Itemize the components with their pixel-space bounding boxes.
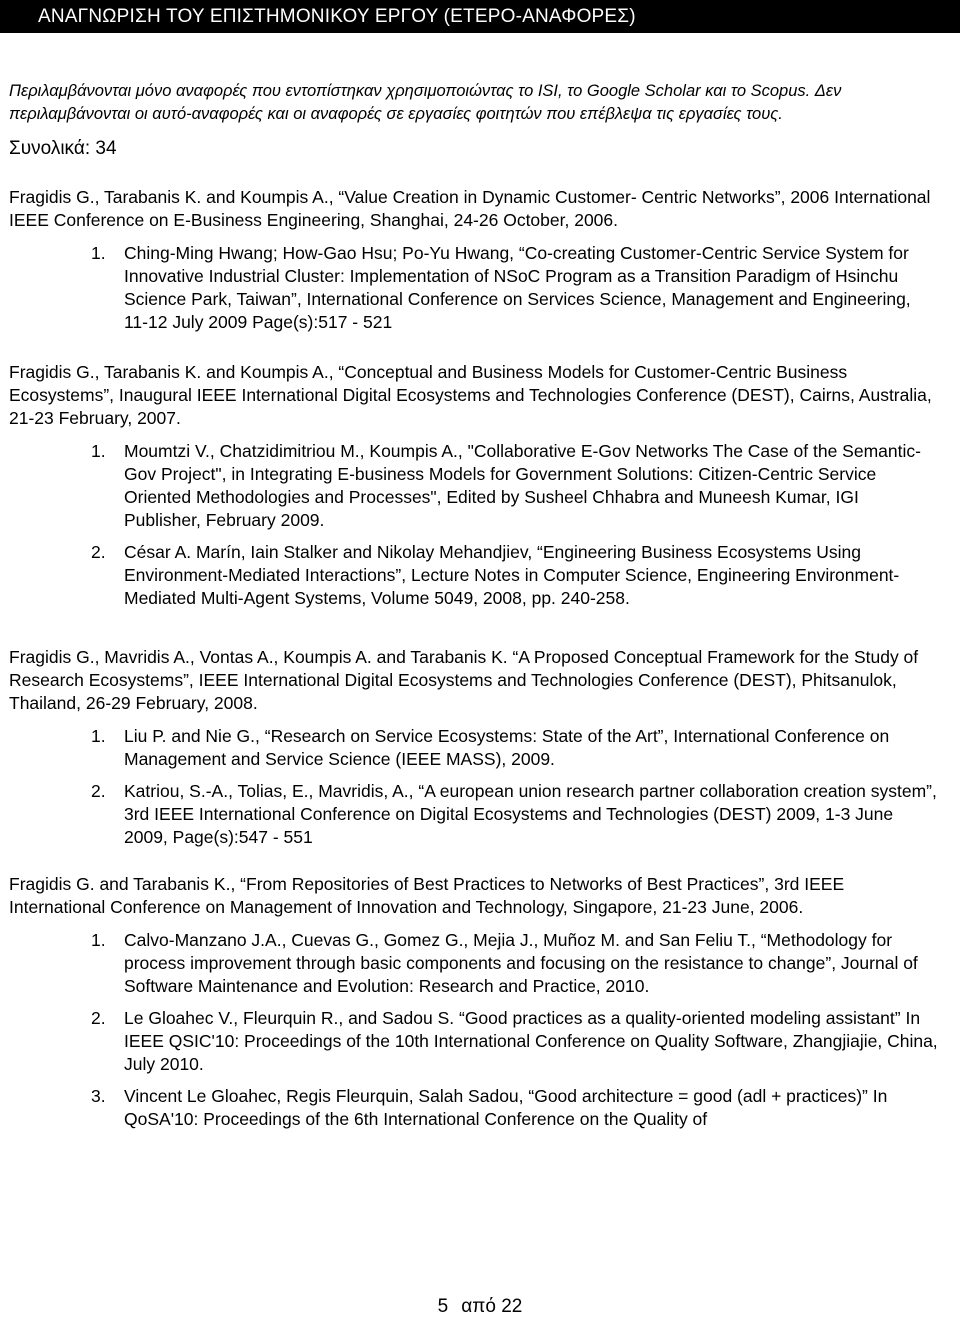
- paper-entry: [9, 361, 939, 610]
- citation-text: Moumtzi V., Chatzidimitriou M., Koumpis A., "Collaborative E-Gov Networks The Case of the Semantic-Gov Project", in Integrating E-business Models for Government Solutions: Citizen-Centric Service Oriented Methodologies and Processes", Edited by Susheel Chhabra and Muneesh Kumar, IGI Publisher, February 2009.: [124, 441, 921, 530]
- citation-text: Le Gloahec V., Fleurquin R., and Sadou S. “Good practices as a quality-oriented modeling assistant” In IEEE QSIC'10: Proceedings of the 10th International Conference on Quality Software, Zhangjiajie, China, July 2010.: [124, 1008, 938, 1074]
- citation-item: [9, 242, 939, 334]
- paper-entry: [9, 873, 939, 1131]
- citation-item: [9, 440, 939, 532]
- paper-reference: Fragidis G. and Tarabanis K., “From Repositories of Best Practices to Networks of Best Practices”, 3rd IEEE International Conference on Management of Innovation and Technology, Singapore, 21-23 June, 2006.: [9, 874, 845, 917]
- citation-number: 2.: [91, 781, 106, 801]
- citation-text: Liu P. and Nie G., “Research on Service Ecosystems: State of the Art”, International Conference on Management and Service Science (IEEE MASS), 2009.: [124, 726, 890, 769]
- citation-text: Vincent Le Gloahec, Regis Fleurquin, Salah Sadou, “Good architecture = good (adl + practices)” In QoSA'10: Proceedings of the 6th International Conference on the Quality of: [124, 1086, 888, 1129]
- document-body: [9, 80, 939, 1140]
- citation-item: [9, 541, 939, 610]
- paper-entry: [9, 646, 939, 849]
- citation-text: Calvo-Manzano J.A., Cuevas G., Gomez G., Mejia J., Muñoz M. and San Feliu T., “Methodology for process improvement through basic components and focusing on the resistance to change”, Journal of Software Maintenance and Evolution: Research and Practice, 2010.: [124, 930, 918, 996]
- paper-reference: Fragidis G., Mavridis A., Vontas A., Koumpis A. and Tarabanis K. “A Proposed Conceptual Framework for the Study of Research Ecosystems”, IEEE International Digital Ecosystems and Technologies Conference (DEST), Phitsanulok, Thailand, 26-29 February, 2008.: [9, 647, 919, 713]
- intro-paragraph: Περιλαμβάνονται μόνο αναφορές που εντοπίστηκαν χρησιμοποιώντας το ISI, το Google Scholar και το Scopus. Δεν περιλαμβάνονται οι αυτό-αναφορές και οι αναφορές σε εργασίες φοιτητών που επέβλεψα τις εργασίες τους.: [9, 82, 842, 123]
- citation-list: [9, 440, 939, 610]
- citation-item: [9, 725, 939, 771]
- page-number: 5: [437, 1296, 449, 1317]
- citation-number: 3.: [91, 1086, 106, 1106]
- header-title: ΑΝΑΓΝΩΡΙΣΗ ΤΟΥ ΕΠΙΣΤΗΜΟΝΙΚΟΥ ΕΡΓΟΥ (ΕΤΕΡΟ-ΑΝΑΦΟΡΕΣ): [38, 6, 636, 27]
- citation-number: 2.: [91, 542, 106, 562]
- citation-item: [9, 780, 939, 849]
- total-count: Συνολικά: 34: [9, 138, 117, 159]
- citation-text: César A. Marín, Iain Stalker and Nikolay Mehandjiev, “Engineering Business Ecosystems Using Environment-Mediated Interactions”, Lecture Notes in Computer Science, Engineering Environment-Mediated Multi-Agent Systems, Volume 5049, 2008, pp. 240-258.: [124, 542, 900, 608]
- citation-text: Katriou, S.-A., Tolias, E., Mavridis, A., “A european union research partner collaboration creation system”, 3rd IEEE International Conference on Digital Ecosystems and Technologies (DEST) 2009, 1-3 June 2009, Page(s):547 - 551: [124, 781, 937, 847]
- page-footer: [0, 1296, 960, 1318]
- citation-number: 1.: [91, 930, 106, 950]
- citation-number: 2.: [91, 1008, 106, 1028]
- page-total: από 22: [461, 1296, 523, 1317]
- citation-number: 1.: [91, 243, 106, 263]
- citation-list: [9, 725, 939, 849]
- paper-entry: [9, 186, 939, 334]
- paper-reference: Fragidis G., Tarabanis K. and Koumpis A., “Value Creation in Dynamic Customer- Centric Networks”, 2006 International IEEE Conference on E-Business Engineering, Shanghai, 24-26 October, 2006.: [9, 187, 931, 230]
- citation-text: Ching-Ming Hwang; How-Gao Hsu; Po-Yu Hwang, “Co-creating Customer-Centric Service System for Innovative Industrial Cluster: Implementation of NSoC Program as a Transition Paradigm of Hsinchu Science Park, Taiwan”, International Conference on Services Science, Management and Engineering, 11-12 July 2009 Page(s):517 - 521: [124, 243, 911, 332]
- citation-number: 1.: [91, 441, 106, 461]
- citation-number: 1.: [91, 726, 106, 746]
- page-header: [0, 0, 960, 33]
- paper-reference: Fragidis G., Tarabanis K. and Koumpis A., “Conceptual and Business Models for Customer-Centric Business Ecosystems”, Inaugural IEEE International Digital Ecosystems and Technologies Conference (DEST), Cairns, Australia, 21-23 February, 2007.: [9, 362, 932, 428]
- citation-list: [9, 242, 939, 334]
- citation-item: [9, 1007, 939, 1076]
- citation-list: [9, 929, 939, 1131]
- citation-item: [9, 929, 939, 998]
- citation-item: [9, 1085, 939, 1131]
